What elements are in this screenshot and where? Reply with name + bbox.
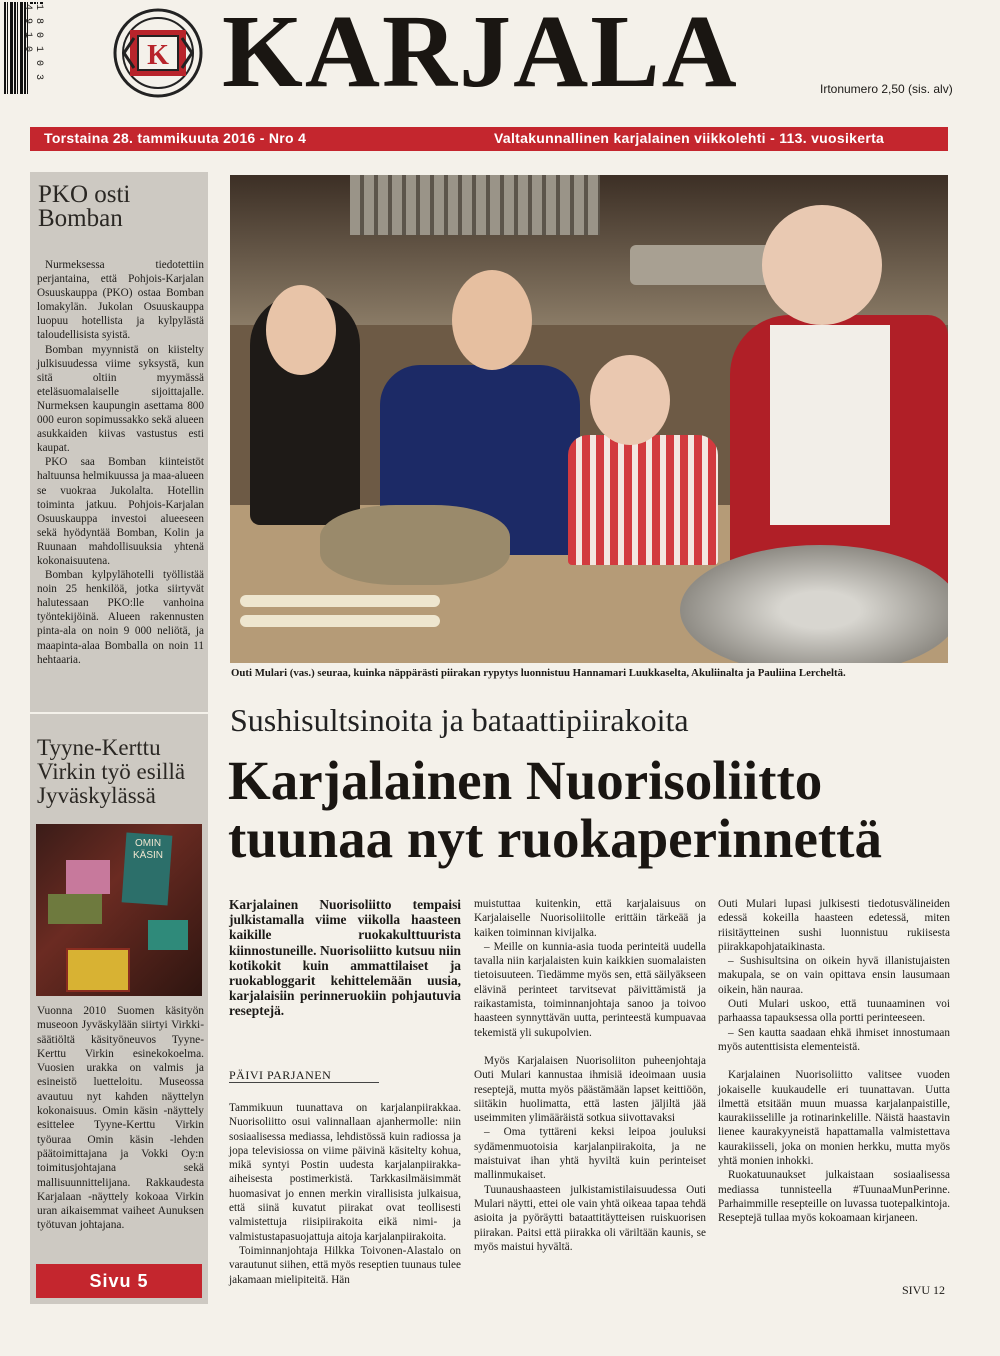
dough — [320, 505, 510, 585]
exhibit-cushion — [66, 860, 110, 894]
newspaper-title: KARJALA — [222, 0, 739, 109]
heading-line: PKO osti — [38, 181, 131, 208]
heading-line: Virkin työ esillä — [37, 759, 186, 784]
paragraph: Tammikuun tuunattava on karjalanpiirakkaa. Nuorisoliitto osui valinnallaan ajanhermolle: niin sosiaalisessa mediassa, lehdistössä kuin radiossa ja jopa televisiossa on viime päivinä käsitelty kohua, mikä syntyi Postin uudesta karjalanpiirakka-aiheisesta postimerkistä. Tarkkasilmäisimmät huomasivat jo ennen merkin virallisista julkaisua, että siinä kuvatut piirakat ovat teollisesti valmistettuja riisipiirakoita eikä nimi- ja valmistustapasuojattuja aitoja karjalanpiirakoita. — [229, 1102, 461, 1243]
newspaper-tagline: Valtakunnallinen karjalainen viikkolehti - 113. vuosikerta — [494, 130, 885, 146]
paragraph: Karjalainen Nuorisoliitto valitsee vuoden jokaiselle kuukaudelle eri tuunattavan. Uutta ilmettä etsitään muun muassa karjalanpaistille, kaurakiisselille ja rotinarinkelille. Näistä haastavin lienee kaurakyyneistä hapattamalla valmistettava kaurakiisseli, joka on monien herkku, mutta myös yhtä monien inhokki. — [718, 1069, 950, 1168]
paragraph: muistuttaa kuitenkin, että karjalaisuus on Karjalaiselle Nuorisoliitolle erittäin tärkeää ja kaiken toiminnan kivijalka. — [474, 898, 706, 939]
face — [590, 355, 670, 445]
exhibit-cushion — [48, 894, 102, 924]
headline-line: Karjalainen Nuorisoliitto — [228, 750, 823, 811]
paragraph: Outi Mulari uskoo, että tuunaaminen voi parhaassa tapauksessa olla portti perinteeseen. — [718, 998, 950, 1025]
subheadline: Sushisultsinoita ja bataattipiirakoita — [230, 702, 689, 738]
headline — [228, 752, 882, 868]
rolling-pin — [240, 595, 440, 607]
paragraph: Bomban kylpylähotelli työllistää noin 25 henkilöä, jotka siirtyvät halutessaan PKO:lle vanhoina työntekijöinä. Alueen rakennusten pinta-ala on noin 9 000 neliötä, ja maapinta-alaa Bomballa on noin 11 hehtaaria. — [37, 569, 204, 666]
paragraph: Toiminnanjohtaja Hilkka Toivonen-Alastalo on varautunut siihen, että myös reseptien tuunaus tulee jakamaan mielipiteitä. Hän — [229, 1244, 461, 1286]
page-reference-link[interactable]: Sivu 5 — [36, 1264, 202, 1298]
paragraph: Vuonna 2010 Suomen käsityön museoon Jyväskylään siirtyi Virkki-säätiöltä käsityöneuvos Tyyne-Kerttu Virkin esinekokoelma. Vuosien urakka on valmis ja esineistö luetteloitu. Museossa avautuu nyt kahden näyttelyn kokonaisuus. Omin käsin -näyttely esittelee Tyyne-Kerttu Virkin työuraa Omin käsin -lehden päätoimittajana ja Vokki Oy:n toimitusjohtajana sekä mallisuunnittelijana. Rakkaudesta Karjalaan -näyttely kokoaa Virkin uran aikaisemmat vaiheet Aunuksen työtuvan johtajana. — [37, 1005, 204, 1232]
issue-price: Irtonumero 2,50 (sis. alv) — [820, 82, 953, 96]
rolling-pin — [240, 615, 440, 627]
paragraph: – Meille on kunnia-asia tuoda perinteitä uudella tavalla niin karjalaisten kuin kaikkien suomalaisten tietoisuuteen. Tiedämme myös sen, että säilyäkseen elävinä perinteet tarvitsevat päivittämistä ja raikastamista, toiminnanjohtaja sanoo ja toivoo haasteen synnyttävän uutta, perinteestä kumpuavaa tekemistä yli sukupolvien. — [474, 940, 706, 1039]
kitchen-shelf — [350, 175, 600, 235]
byline: PÄIVI PARJANEN — [229, 1068, 332, 1082]
paragraph: PKO saa Bomban kiinteistöt haltuunsa helmikuussa ja maa-alueen se vuokraa Jukolalta. Hotellin toiminta jatkuu. Pohjois-Karjalan Osuuskauppa investoi alueeseen sekä hyödyntää Bomban, Kolin ja Ruunaan mahdollisuuksia yhtenä kokonaisuutena. — [37, 456, 204, 567]
karjala-logo-icon — [110, 8, 206, 98]
exhibit-cushion — [148, 920, 188, 950]
barcode-number: 1 8 0 1 0 3 4 9 1 0 — [30, 4, 44, 94]
sidebar-divider — [30, 712, 208, 714]
paragraph: – Oma tyttäreni keksi leipoa jouluksi sydämenmuotoisia karjalanpiirakoita, ja ne maistuivat ihan yhtä hyviltä kuin perinteiset mallinmukaiset. — [474, 1126, 706, 1182]
paragraph: Nurmeksessa tiedotettiin perjantaina, että Pohjois-Karjalan Osuuskauppa (PKO) ostaa Bomban lomakylän. Jukolan Osuuskauppa luopuu hotellista ja kylpylästä taloudellisista syistä. — [37, 259, 204, 342]
heading-line: Bomban — [38, 205, 123, 232]
issue-date: Torstaina 28. tammikuuta 2016 - Nro 4 — [44, 130, 307, 146]
sidebar-story1-body — [37, 258, 204, 667]
exhibit-cushion — [66, 948, 130, 992]
sidebar-story1-heading — [38, 183, 204, 231]
page-reference[interactable]: SIVU 12 — [902, 1283, 946, 1297]
paragraph: – Sen kautta saadaan ehkä ihmiset innostumaan myös autenttisista elementeistä. — [718, 1026, 950, 1053]
article-column-3 — [718, 897, 950, 1226]
heading-line: Jyväskylässä — [37, 783, 156, 808]
lead-paragraph: Karjalainen Nuorisoliitto tempaisi julkistamalla viime viikolla haasteen kaikille ruokakulttuurista kiinnostuneille. Nuorisoliitto kutsuu niin kotikokit kuin ammattilaiset ja ruokabloggarit kehittelemään uusia, karjalaisiin perinneruokiin pohjautuvia reseptejä. — [229, 897, 461, 1019]
embroidered-blouse — [770, 325, 890, 525]
exhibition-photo — [36, 824, 202, 996]
byline-rule — [229, 1082, 379, 1083]
article-column-2 — [474, 897, 706, 1254]
paragraph: – Sushisultsina on oikein hyvä illanistujaisten makupala, se on vain opittava ensin lausumaan oikein, hän nauraa. — [718, 955, 950, 996]
article-column-1 — [229, 1101, 461, 1287]
paragraph: Tuunaushaasteen julkistamistilaisuudessa Outi Mulari näytti, ettei ole vain yhtä oikeaa tapaa tehdä asioita ja pyöräytti bataattitäytteisen ruiskuorisen piirakan. Paitsi että piirakka oli väriltään kaunis, se myös maistui hyvältä. — [474, 1183, 706, 1253]
paragraph: Outi Mulari lupasi julkisesti tiedotusvälineiden edessä kokeilla haasteen edetessä, miten riisitäytteinen sushi luonnistuu rukiisesta piirakkapohjataikinasta. — [718, 898, 950, 953]
face — [452, 270, 532, 370]
heading-line: Tyyne-Kerttu — [37, 735, 161, 760]
paragraph-spacer — [718, 1054, 950, 1068]
sidebar-story2-body — [37, 1004, 204, 1233]
paragraph: Ruokatuunaukset julkaistaan sosiaalisessa mediassa tunnisteella #TuunaaMunPerinne. Parhaimmille resepteille on luvassa tuotepalkintoja. Reseptejä tullaa myös kokoamaan kirjaneen. — [718, 1169, 950, 1225]
paragraph: Bomban myynnistä on kiistelty julkisuudessa viime syksystä, kun sitä oltiin myymässä eteläsuomalaiselle sijoittajalle. Nurmeksen kaupungin asettama 800 000 euron sopimussakko sekä alueen asukkaiden kiivas vastustus esti kaupat. — [37, 343, 204, 455]
svg-text:K: K — [147, 40, 169, 71]
face — [762, 205, 882, 325]
paragraph: Myös Karjalaisen Nuorisoliiton puheenjohtaja Outi Mulari kannustaa ihmisiä ideoimaan uusia reseptejä, mutta myös päästämään lapset keittiöön, siitäkin huolimatta, että lasten jäljiltä jää useimmiten ylimääräistä sotkua siivottavaksi — [474, 1054, 706, 1125]
sidebar-story2-heading — [37, 736, 207, 808]
paragraph-spacer — [474, 1040, 706, 1054]
child-apron — [568, 435, 718, 565]
headline-line: tuunaa nyt ruokaperinnettä — [228, 808, 882, 869]
poster-text: OMIN KÄSIN — [132, 838, 163, 861]
photo-caption: Outi Mulari (vas.) seuraa, kuinka näppärästi piirakan rypytys luonnistuu Hannamari Luukkaselta, Akuliinalta ja Pauliina Lercheltä. — [231, 667, 846, 679]
face — [266, 285, 336, 375]
main-photo — [230, 175, 948, 663]
